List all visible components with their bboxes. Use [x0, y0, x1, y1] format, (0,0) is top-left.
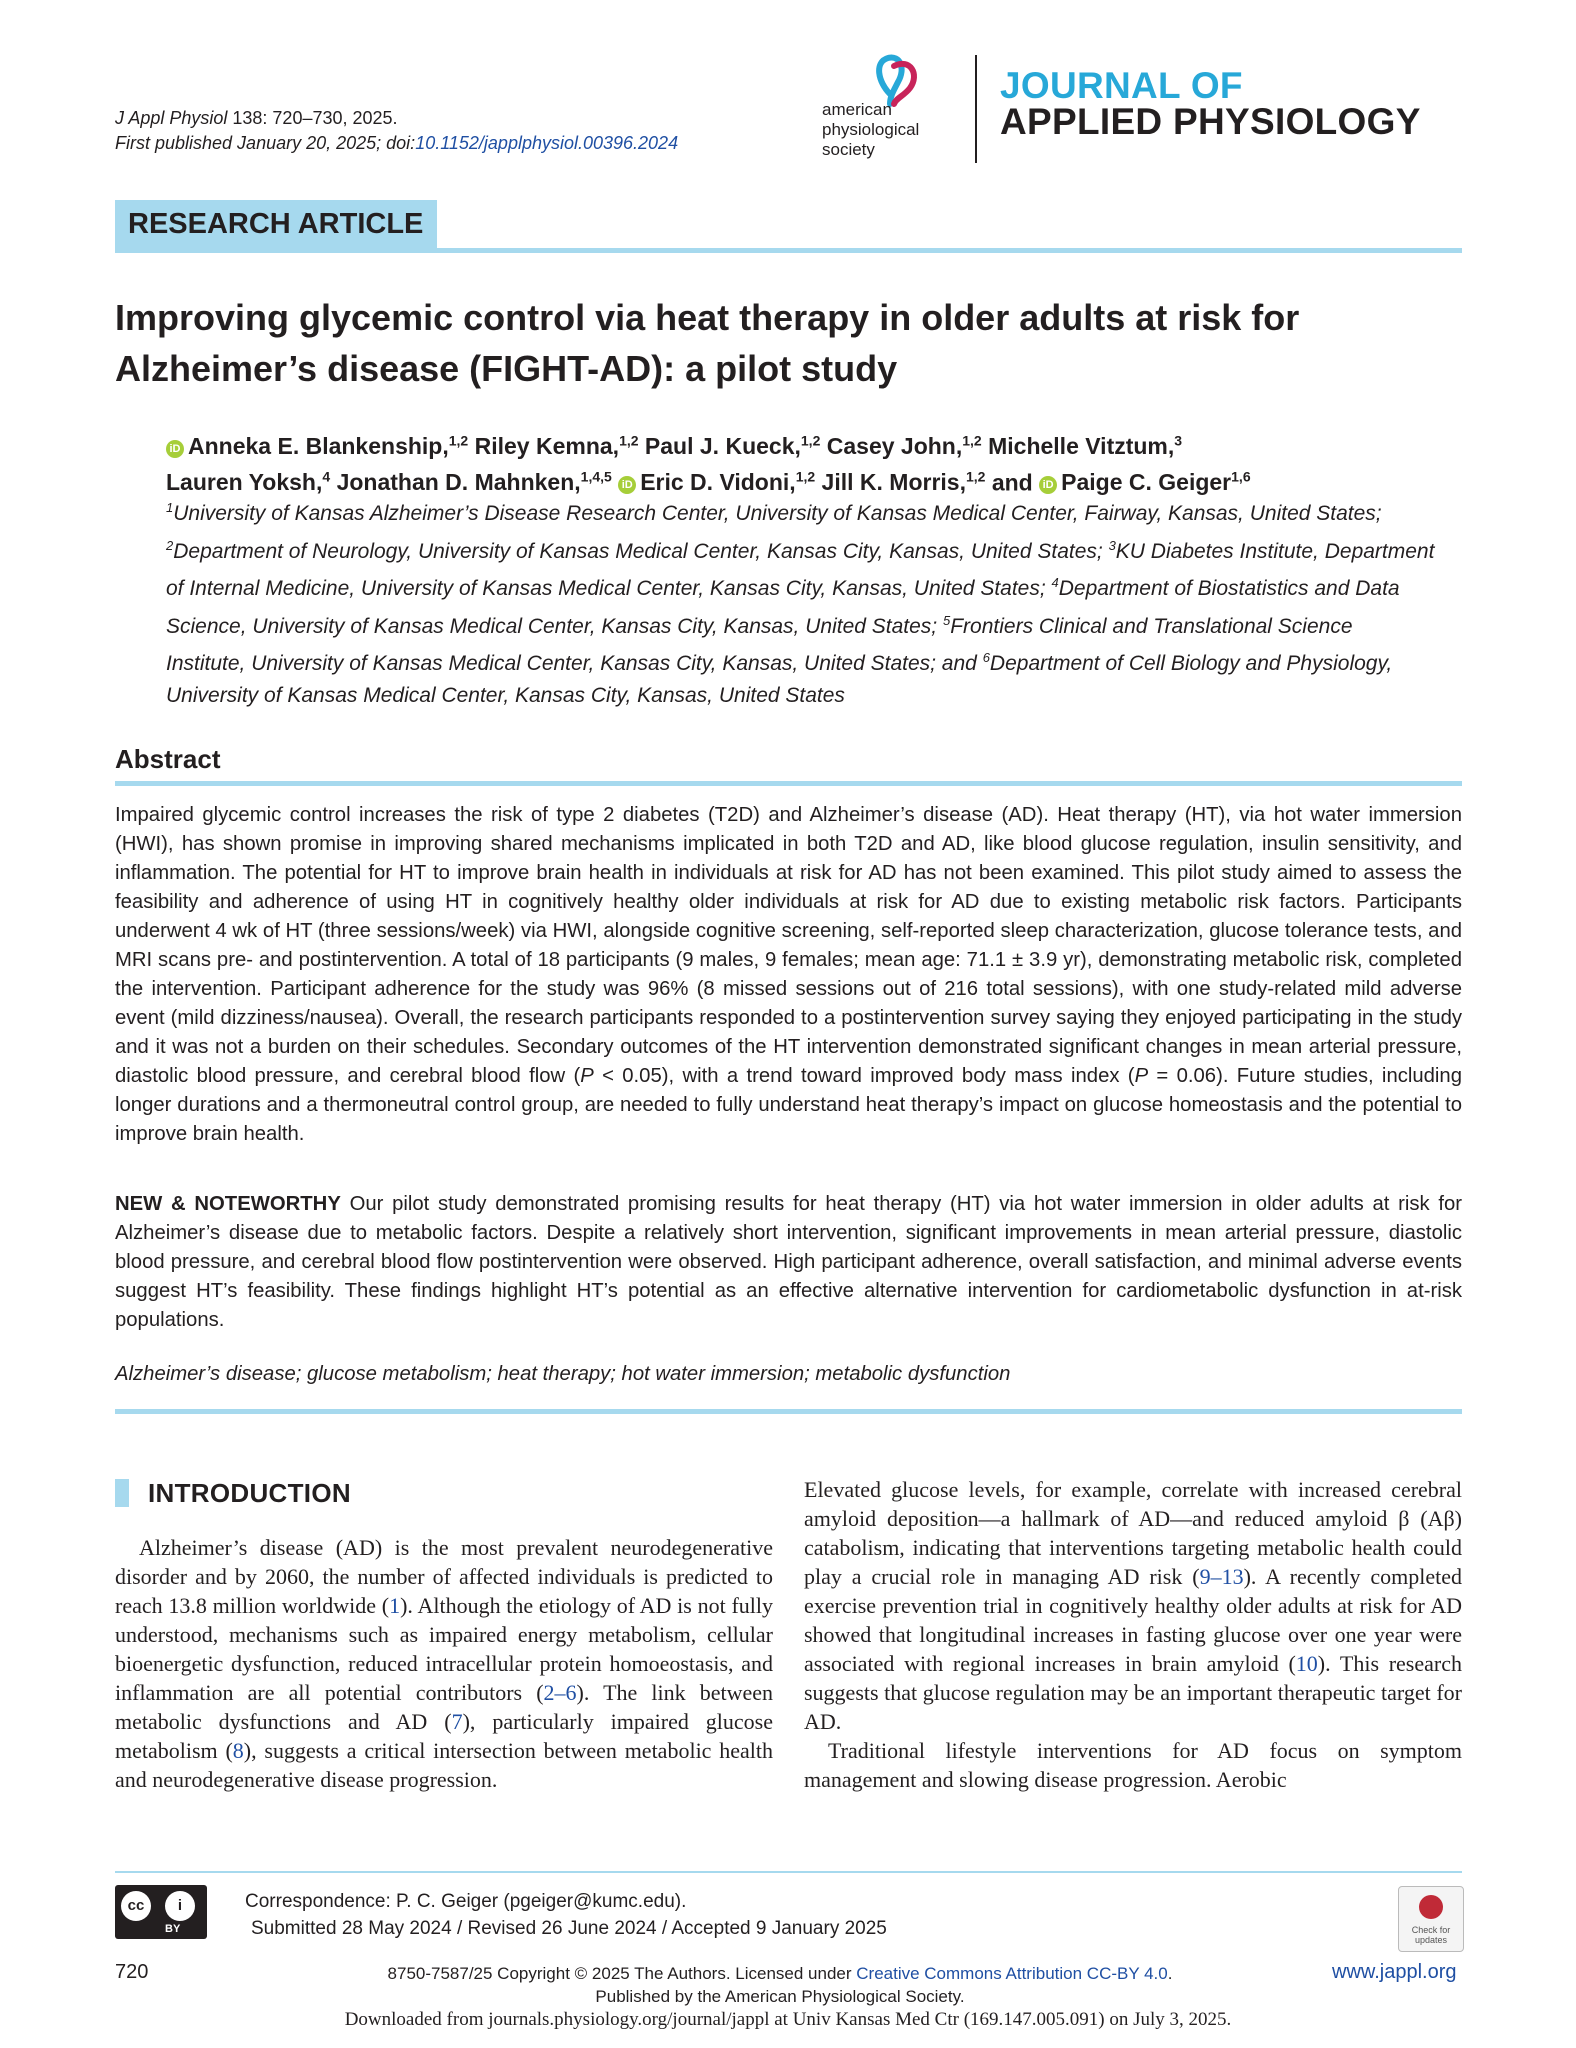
- ref-link-7[interactable]: 7: [451, 1709, 463, 1734]
- published-by: Published by the American Physiological Society.: [595, 1987, 965, 2006]
- keywords-rule: [115, 1409, 1462, 1414]
- submission-dates: Submitted 28 May 2024 / Revised 26 June 2024 / Accepted 9 January 2025: [251, 1918, 887, 1939]
- citation-journal: J Appl Physiol: [115, 108, 228, 128]
- noteworthy-label: NEW & NOTEWORTHY: [115, 1193, 341, 1215]
- article-title: Improving glycemic control via heat therapy in older adults at risk for Alzheimer’s disease (FIGHT-AD): a pilot study: [115, 297, 1300, 389]
- header-rule: [115, 248, 1462, 253]
- author-name: iD Paige C. Geiger$^{1,6}$: [1039, 469, 1250, 495]
- check-for-updates-button[interactable]: [1398, 1886, 1464, 1952]
- society-line-1: american: [822, 100, 892, 119]
- intro-paragraph-1-cont: Elevated glucose levels, for example, correlate with increased cerebral amyloid deposition—a hallmark of AD—and reduced amyloid β (Aβ) catabolism, indicating that interventions targeting metabolic health could play a crucial role in managing AD risk (9–13). A recently completed exercise prevention trial in cognitively healthy older adults at risk for AD showed that longitudinal increases in fasting glucose over one year were associated with regional increases in brain amyloid (10). This research suggests that glucose regulation may be an important therapeutic target for AD.: [804, 1477, 1462, 1734]
- keywords: Alzheimer’s disease; glucose metabolism; heat therapy; hot water immersion; metabolic dysfunction: [115, 1363, 1011, 1385]
- orcid-icon[interactable]: iD: [1039, 476, 1057, 494]
- correspondence-block: [245, 1888, 887, 1942]
- society-name: [822, 100, 919, 160]
- intro-left-column: [115, 1533, 773, 1794]
- affiliation-text: Department of Biostatistics and Data Science, University of Kansas Medical Center, Kansas City, Kansas, United States;: [166, 577, 1400, 638]
- society-line-3: society: [822, 140, 875, 159]
- check-for-updates-label: Check for updates: [1411, 1925, 1451, 1945]
- ref-link-2-6[interactable]: 2–6: [543, 1680, 577, 1705]
- cc-by-label: BY: [165, 1923, 181, 1935]
- abstract-text: Impaired glycemic control increases the risk of type 2 diabetes (T2D) and Alzheimer’s disease (AD). Heat therapy (HT), via hot water immersion (HWI), has shown promise in improving shared mechanisms implicated in both T2D and AD, like blood glucose regulation, insulin sensitivity, and inflammation. The potential for HT to improve brain health in individuals at risk for AD has not been examined. This pilot study aimed to assess the feasibility and adherence of using HT in cognitively healthy older individuals at risk for AD due to existing metabolic risk factors. Participants underwent 4 wk of HT (three sessions/week) via HWI, alongside cognitive screening, self-reported sleep characterization, glucose tolerance tests, and MRI scans pre- and postintervention. A total of 18 participants (9 males, 9 females; mean age: 71.1 ± 3.9 yr), demonstrating metabolic risk, completed the intervention. Participant adherence for the study was 96% (8 missed sessions out of 216 total sessions), with one study-related mild adverse event (mild dizziness/nausea). Overall, the research participants responded to a postintervention survey saying they enjoyed participating in the study and it was not a burden on their schedules. Secondary outcomes of the HT intervention demonstrated significant changes in mean arterial pressure, diastolic blood pressure, and cerebral blood flow (P < 0.05), with a trend toward improved body mass index (P = 0.06). Future studies, including longer durations and a thermoneutral control group, are needed to fully understand heat therapy’s impact on glucose homeostasis and the potential to improve brain health.: [115, 804, 1462, 1145]
- author-name: Jonathan D. Mahnken,$^{1,4,5}$: [336, 468, 612, 496]
- orcid-icon[interactable]: iD: [166, 440, 184, 458]
- journal-name: [1000, 65, 1421, 142]
- author-name: Paul J. Kueck,$^{1,2}$: [644, 432, 821, 459]
- author-name: Michelle Vitztum,$^3$: [988, 432, 1183, 459]
- abstract-heading: Abstract: [115, 744, 221, 774]
- author-name: Casey John,$^{1,2}$: [826, 432, 982, 459]
- journal-name-line-1: JOURNAL OF: [1000, 65, 1243, 106]
- intro-paragraph-2: Traditional lifestyle interventions for AD focus on symptom management and slowing disease progression. Aerobic: [804, 1738, 1462, 1792]
- ref-link-1[interactable]: 1: [389, 1593, 401, 1618]
- intro-heading-bar: [115, 1479, 129, 1507]
- published-date: First published January 20, 2025; doi:: [115, 133, 416, 153]
- affiliation-number: 5: [942, 612, 951, 628]
- author-name: Riley Kemna,$^{1,2}$: [474, 432, 639, 459]
- citation-block: [115, 106, 678, 156]
- intro-right-column: [804, 1475, 1462, 1794]
- affiliation-text: Department of Cell Biology and Physiology, University of Kansas Medical Center, Kansas City, Kansas, United States: [166, 652, 1393, 707]
- ref-link-10[interactable]: 10: [1295, 1651, 1318, 1676]
- affiliations: [166, 492, 1436, 711]
- noteworthy-text: Our pilot study demonstrated promising results for heat therapy (HT) via hot water immersion in older adults at risk for Alzheimer’s disease due to metabolic factors. Despite a relatively short intervention, significant improvements in mean arterial pressure, diastolic blood pressure, and cerebral blood flow postintervention were observed. High participant adherence, overall satisfaction, and minimal adverse events suggest HT’s feasibility. These findings highlight HT’s potential as an effective alternative intervention for cardiometabolic dysfunction in at-risk populations.: [115, 1193, 1462, 1331]
- logo-divider: [975, 55, 977, 163]
- citation-volume: 138: 720–730, 2025.: [227, 108, 398, 128]
- license-link[interactable]: Creative Commons Attribution CC-BY 4.0: [856, 1964, 1168, 1983]
- author-list: [166, 425, 1426, 498]
- author-name: iD Anneka E. Blankenship,$^{1,2}$: [166, 433, 468, 459]
- author-name: iD Eric D. Vidoni,$^{1,2}$: [618, 469, 815, 495]
- affiliation-number: 3: [1108, 537, 1116, 553]
- new-noteworthy: [115, 1190, 1462, 1335]
- intro-paragraph-1: Alzheimer’s disease (AD) is the most prevalent neurodegenerative disorder and by 2060, the number of affected individuals is predicted to reach 13.8 million worldwide (1). Although the etiology of AD is not fully understood, mechanisms such as impaired energy metabolism, cellular bioenergetic dysfunction, reduced intracellular protein homoeostasis, and inflammation are all potential contributors (2–6). The link between metabolic dysfunctions and AD (7), particularly impaired glucose metabolism (8), suggests a critical intersection between metabolic health and neurodegenerative disease progression.: [115, 1535, 773, 1792]
- abstract-rule: [115, 781, 1462, 786]
- license-block: 8750-7587/25 Copyright © 2025 The Authors. Licensed under Creative Commons Attribution CC-BY 4.0. Published by the American Physiological Society.: [330, 1962, 1230, 2008]
- journal-website-link[interactable]: www.jappl.org: [1332, 1961, 1457, 1983]
- attribution-person-icon: i: [165, 1891, 195, 1921]
- bookmark-icon: [1419, 1895, 1443, 1919]
- orcid-icon[interactable]: iD: [618, 476, 636, 494]
- ref-link-9-13[interactable]: 9–13: [1199, 1564, 1244, 1589]
- affiliation-number: 6: [982, 650, 990, 665]
- society-line-2: physiological: [822, 120, 920, 139]
- affiliation-text: KU Diabetes Institute, Department of Internal Medicine, University of Kansas Medical Center, Kansas City, Kansas, United States;: [166, 539, 1435, 600]
- cc-by-license-icon[interactable]: [115, 1885, 207, 1939]
- author-name: Jill K. Morris,$^{1,2}$: [821, 468, 986, 496]
- ref-link-8[interactable]: 8: [232, 1738, 244, 1763]
- affiliation-number: 4: [1051, 575, 1059, 590]
- page-number: 720: [115, 1961, 149, 1983]
- cc-icon: cc: [121, 1891, 151, 1921]
- footer-rule: [115, 1871, 1462, 1873]
- journal-name-line-2: APPLIED PHYSIOLOGY: [1000, 101, 1421, 142]
- author-name: Lauren Yoksh,$^4$: [166, 468, 331, 496]
- author-name: and: [991, 469, 1033, 496]
- doi-link[interactable]: 10.1152/japplphysiol.00396.2024: [415, 133, 679, 153]
- affiliation-text: University of Kansas Alzheimer’s Disease Research Center, University of Kansas Medical Center, Fairway, Kansas, United States;: [173, 502, 1382, 525]
- download-line: Downloaded from journals.physiology.org/journal/jappl at Univ Kansas Med Ctr (169.147.005.091) on July 3, 2025.: [344, 2009, 1232, 2030]
- correspondence: Correspondence: P. C. Geiger (pgeiger@kumc.edu).: [245, 1891, 687, 1912]
- affiliation-number: 1: [166, 500, 174, 515]
- affiliation-text: Frontiers Clinical and Translational Science Institute, University of Kansas Medical Center, Kansas City, Kansas, United States; and: [166, 614, 1353, 675]
- article-type: RESEARCH ARTICLE: [128, 208, 424, 240]
- affiliation-text: Department of Neurology, University of Kansas Medical Center, Kansas City, Kansas, United States;: [173, 539, 1109, 563]
- affiliation-number: 2: [166, 537, 174, 553]
- intro-heading: INTRODUCTION: [148, 1478, 351, 1508]
